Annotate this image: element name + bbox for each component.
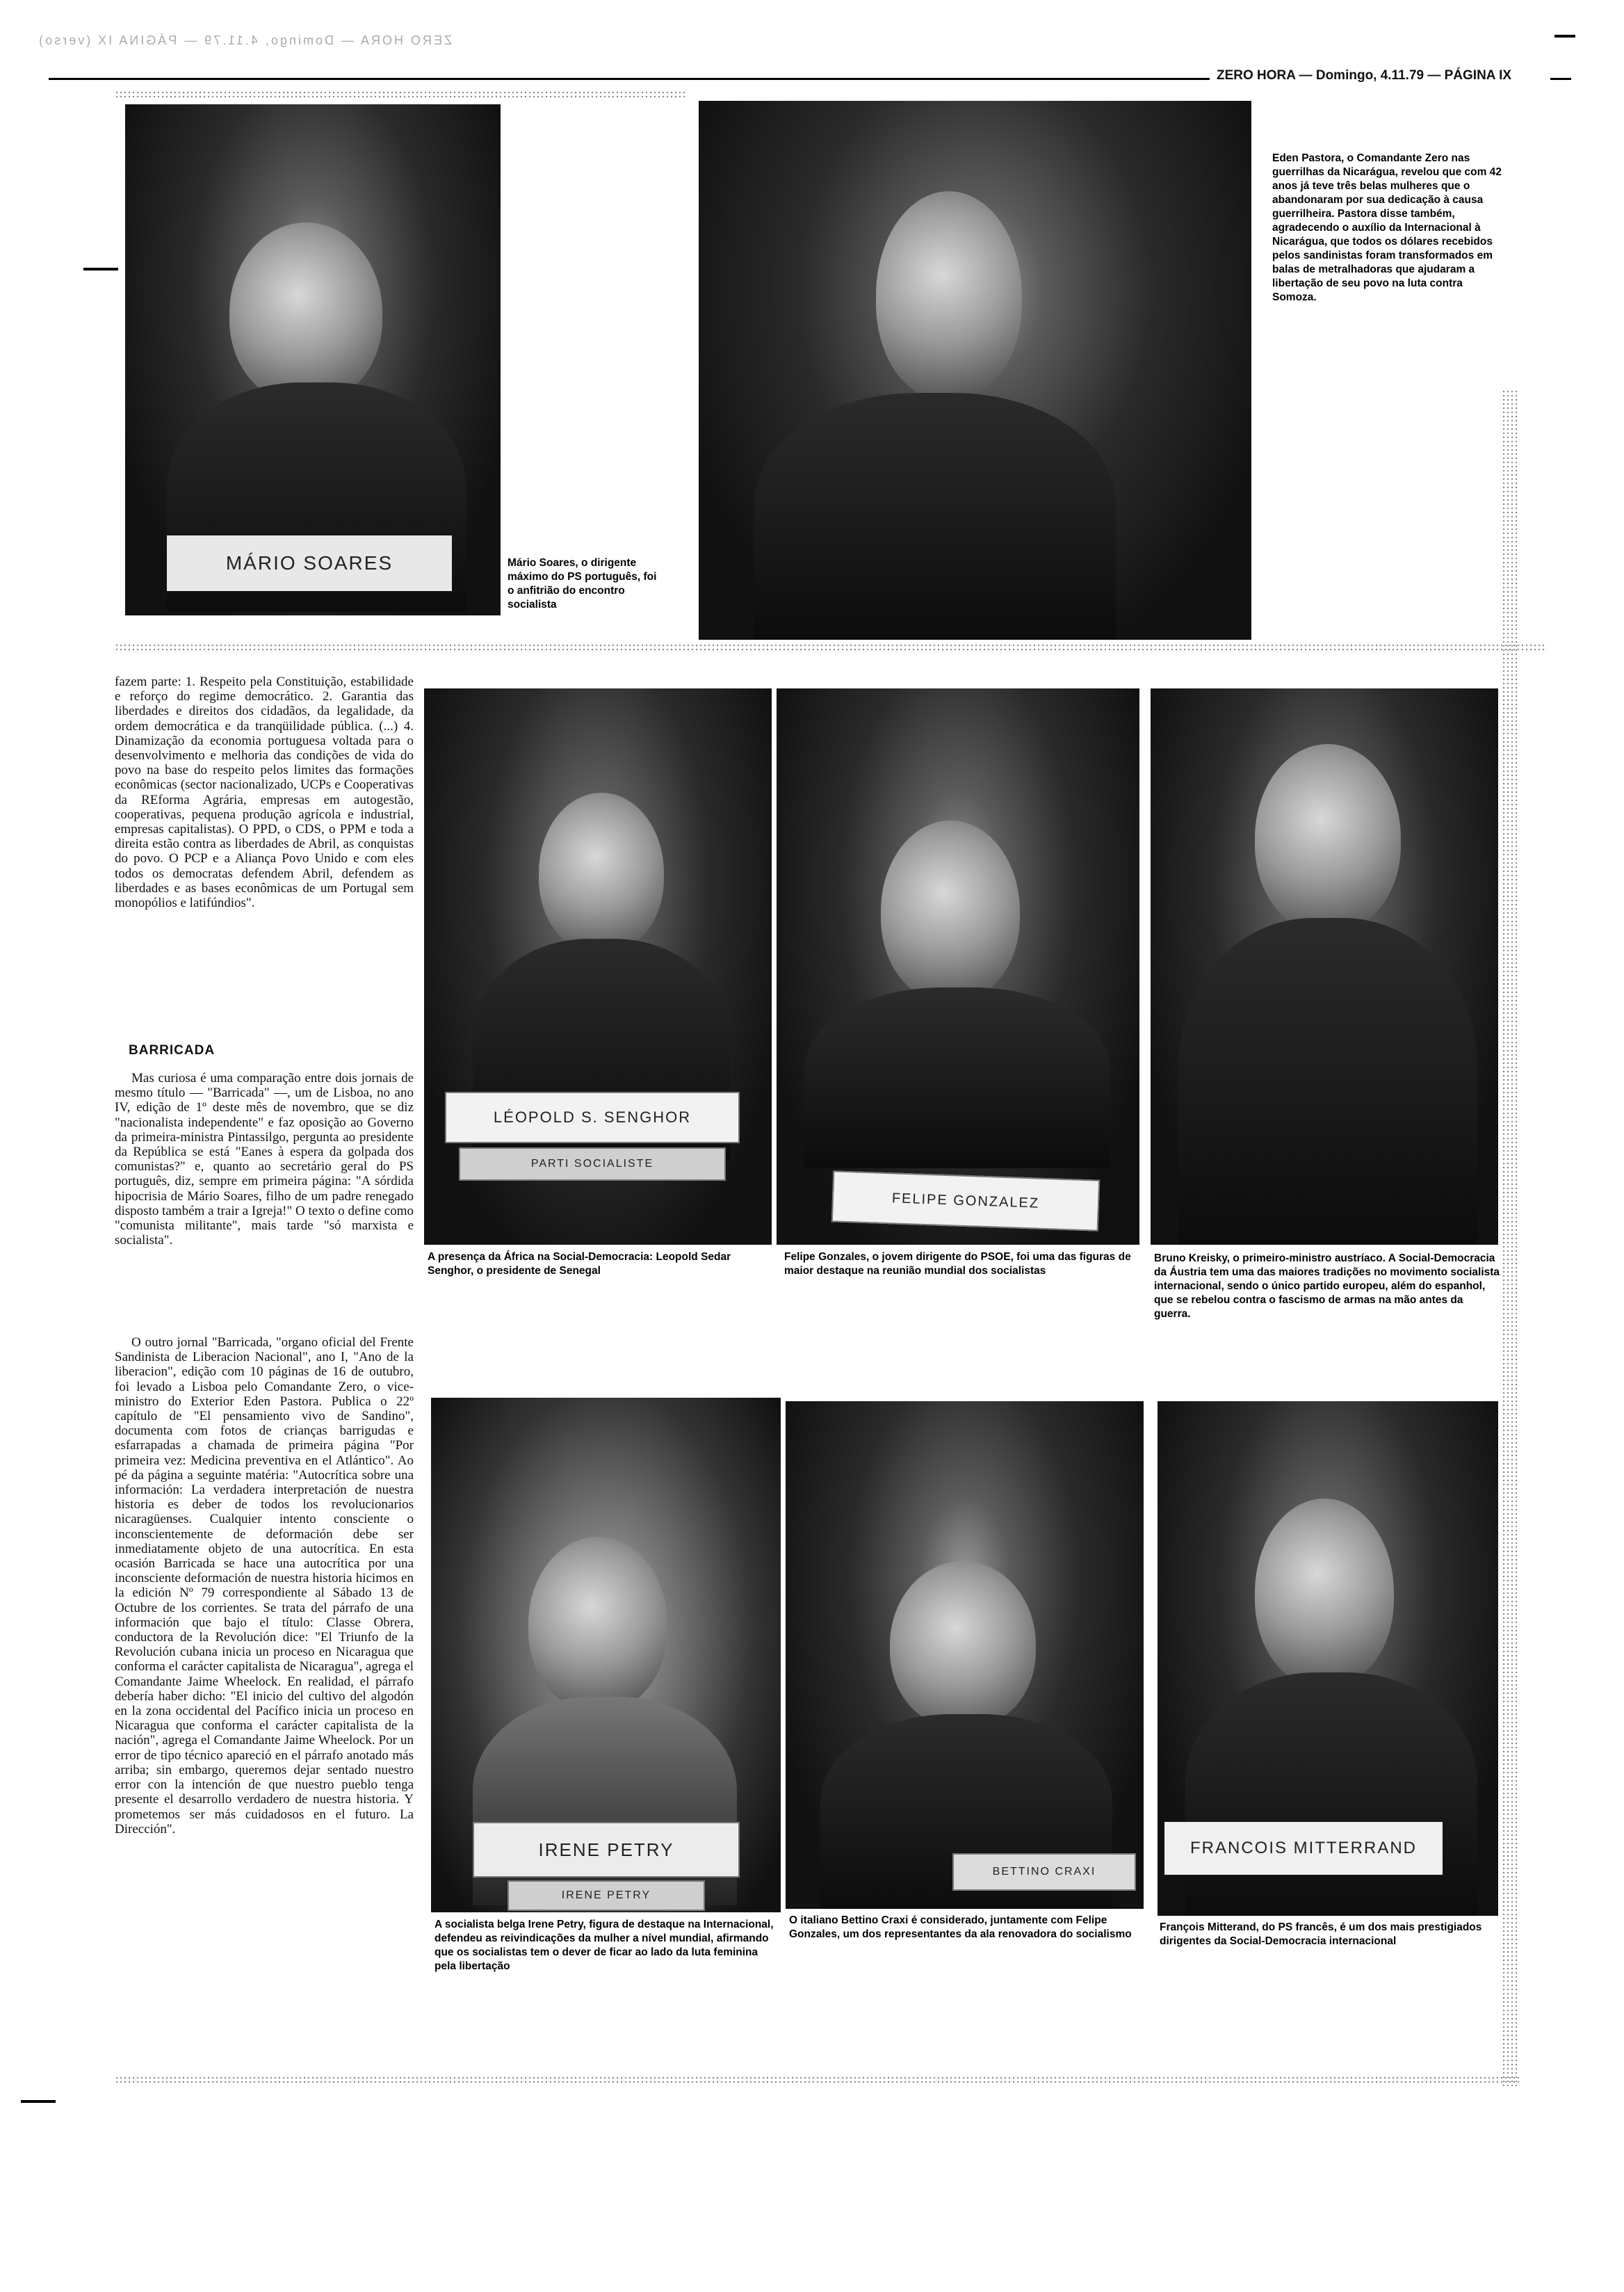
margin-mark-left-lower [21, 2100, 56, 2103]
caption-soares: Mário Soares, o dirigente máximo do PS português, foi o anfitrião do encontro socialista [508, 557, 657, 611]
senghor-nameplate: LÉOPOLD S. SENGHOR [445, 1092, 740, 1143]
mitterrand-nameplate: FRANCOIS MITTERRAND [1164, 1822, 1443, 1875]
caption-pastora: Eden Pastora, o Comandante Zero nas guerrilhas da Nicarágua, revelou que com 42 anos já teve três belas mulheres que o abandonaram por sua dedicação à causa guerrilheira. Pastora disse também, agradecendo o auxílio da Internacional à Nicarágua, que todos os dólares recebidos pelos sandinistas foram transformados em balas de metralhadoras que ajudaram a libertação de seu povo na luta contra Somoza. [1272, 152, 1502, 303]
petry-face [528, 1537, 667, 1711]
article-paragraph-1: fazem parte: 1. Respeito pela Constituição, estabilidade e reforço do regime democrático. 2. Garantia das liberdades e direitos dos cidadãos, da legalidade, da ordem democrática e da tranqüilidade pública. (...) 4. Dinamização da economia portuguesa voltada para o desenvolvimento e melhoria das condições de vida do povo na base do respeito pelos limites das formações econômicas (sector nacionalizado, UCPs e Cooperativas da REforma Agrária, empresas em autogestão, cooperativas, pequena produção agrícola e industrial, empresas capitalistas). O PPD, o CDS, o PPM e toda a direita estão contra as liberdades de Abril, as conquistas do povo. O PCP e a Aliança Povo Unido e com eles todos os democratas defendem Abril, defendem as liberdades e as bases econômicas de um Portugal sem monopólios e latifúndios". [115, 675, 414, 911]
kreisky-face [1255, 744, 1401, 932]
caption-craxi: O italiano Bettino Craxi é considerado, juntamente com Felipe Gonzales, um dos representantes da ala renovadora do socialismo [789, 1914, 1132, 1940]
halftone-frame-top [115, 90, 685, 99]
photo-bruno-kreisky [1151, 688, 1498, 1245]
gonzales-jacket [804, 987, 1110, 1168]
margin-mark-top-right [1554, 35, 1575, 38]
mitterrand-face [1255, 1499, 1394, 1686]
petry-nameplate-2: IRENE PETRY [508, 1880, 705, 1911]
photo-irene-petry [431, 1398, 781, 1912]
article-column [115, 675, 414, 917]
faint-mirror-header: ZERO HORA — Domingo, 4.11.79 — PÁGINA IX (verso) [37, 33, 452, 47]
gonzales-face [881, 821, 1020, 1001]
caption-kreisky: Bruno Kreisky, o primeiro-ministro austríaco. A Social-Democracia da Áustria tem uma das maiores tradições no movimento socialista internacional, sendo o único partido europeu, além do espanhol, que se rebelou contra o fascismo de armas na mão antes da guerra. [1154, 1252, 1500, 1320]
mitterrand-suit [1185, 1672, 1477, 1916]
craxi-face [890, 1561, 1036, 1728]
halftone-frame-right [1502, 389, 1518, 2086]
caption-gonzales: Felipe Gonzales, o jovem dirigente do PSOE, foi uma das figuras de maior destaque na reunião mundial dos socialistas [784, 1251, 1131, 1277]
halftone-frame-mid [115, 643, 1547, 653]
margin-mark-left-upper [83, 268, 118, 271]
photo-francois-mitterrand [1158, 1401, 1498, 1916]
article-column-3 [115, 1335, 414, 1843]
senghor-nameplate-2: PARTI SOCIALISTE [459, 1147, 726, 1181]
article-paragraph-2: Mas curiosa é uma comparação entre dois jornais de mesmo título — "Barricada" —, um de Lisboa, no ano IV, edição de 1º deste mês de novembro, que se diz "nacionalista independente" e faz oposição ao Governo da primeira-ministra Pintassilgo, pergunta ao presidente da República se está "Eanes à espera da golpada dos comunistas?" e, quanto ao secretário geral do PS português, diz, sempre em primeira página: "A sórdida hipocrisia de Mário Soares, filho de um padre renegado disposto também a trair a Igreja!" O texto o define como "comunista militante", mais tarde "só marxista e socialista". [115, 1071, 414, 1248]
craxi-nameplate: BETTINO CRAXI [952, 1853, 1136, 1891]
photo-felipe-gonzales [777, 688, 1139, 1245]
article-column-2 [115, 1071, 414, 1254]
caption-mitterrand: François Mitterand, do PS francês, é um dos mais prestigiados dirigentes da Social-Democracia internacional [1160, 1921, 1482, 1947]
soares-face [229, 223, 382, 403]
article-subhead-barricada: BARRICADA [129, 1043, 216, 1058]
caption-petry: A socialista belga Irene Petry, figura de destaque na Internacional, defendeu as reivindicações da mulher a nível mundial, afirmando que os socialistas tem o dever de ficar ao lado da luta feminina pela libertação [435, 1919, 774, 1972]
masthead: ZERO HORA — Domingo, 4.11.79 — PÁGINA IX [1217, 68, 1512, 83]
photo-senghor [424, 688, 772, 1245]
halftone-frame-bottom [115, 2076, 1519, 2085]
caption-senghor: A presença da África na Social-Democracia: Leopold Sedar Senghor, o presidente de Senegal [428, 1251, 731, 1277]
header-rule-right [1550, 78, 1571, 80]
petry-nameplate: IRENE PETRY [473, 1822, 740, 1878]
soares-nameplate: MÁRIO SOARES [167, 535, 452, 591]
header-rule-left [49, 78, 1210, 80]
photo-eden-pastora [699, 101, 1251, 640]
photo-mario-soares [125, 104, 501, 615]
gonzales-nameplate: FELIPE GONZALEZ [831, 1170, 1100, 1231]
pastora-uniform [754, 393, 1116, 640]
pastora-face [876, 191, 1022, 400]
article-paragraph-3: O outro jornal "Barricada, "organo oficial del Frente Sandinista de Liberacion Nacional", ano I, "Ano de la liberacion", edição com 10 páginas de 16 de outubro, foi levado a Lisboa pelo Comandante Zero, o vice-ministro do Exterior Eden Pastora. Publica o 22º capítulo de "El pensamiento vivo de Sandino", documenta com fotos de crianças barrigudas e esfarrapadas a chamada de primeira página "Por primeira vez: Medicina preventiva en el Atlántico". Ao pé da página a seguinte matéria: "Autocrítica sobre una información: La verdadera interpretación de nuestra historia es deber de todos los revolucionarios nicaragüenses. Cualquier intento consciente o inconscientemente de deformación debe ser inmediatamente objeto de una autocrítica. En esta ocasión Barricada se hace una autocrítica por una inconsciente deformación de nuestra historia hicimos en la edición Nº 79 correspondiente al Sábado 13 de Octubre de los corrientes. Se trata del párrafo de una información que bajo el título: Classe Obrera, conductora de la Revolución dice: "El Triunfo de la Revolución cubana inicia un proceso en Nicaragua que conforma el carácter capitalista de Nicaragua", agrega el Comandante Jaime Wheelock. En realidad, el párrafo debería haber dicho: "El inicio del cultivo del algodón en la zona occidental del Pacífico inicia un proceso en Nicaragua que conforma el carácter capitalista de la nación", agrega el Comandante Jaime Wheelock. Por un error de tipo técnico apareció en el párrafo anotado más arriba; sin embargo, queremos dejar sentado nuestro error con la intención de que nuestro pueblo tenga presente el desarrollo verdadero de nuestra historia. Y prometemos ser más cuidadosos en el futuro. La Dirección". [115, 1335, 414, 1837]
photo-bettino-craxi [786, 1401, 1144, 1909]
senghor-face [539, 793, 664, 953]
kreisky-suit [1178, 918, 1477, 1245]
